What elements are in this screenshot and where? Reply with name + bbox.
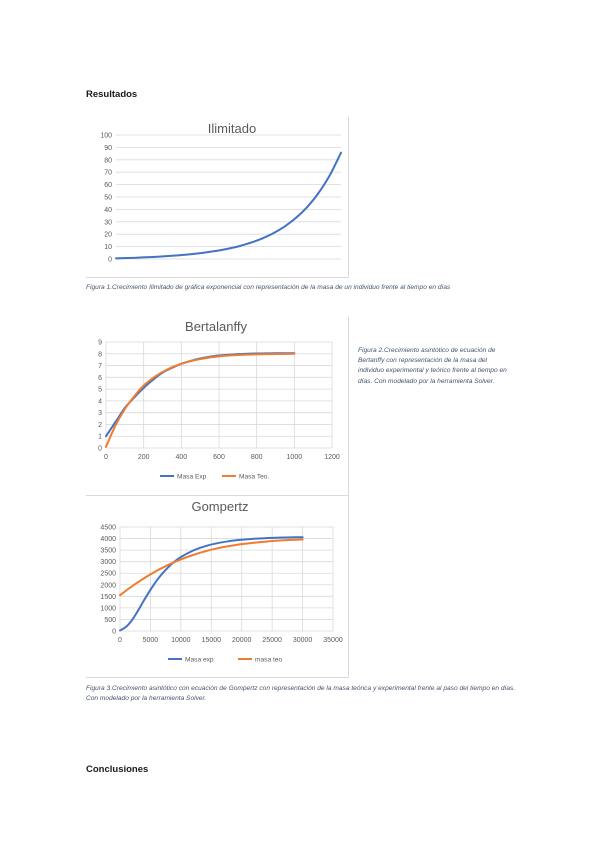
y-tick-label: 0 [108,256,112,264]
y-tick-label: 5 [98,386,102,394]
chart-title: Bertalanffy [185,319,247,334]
x-tick-label: 30000 [292,637,313,644]
y-tick-label: 4000 [100,536,116,544]
y-tick-label: 2500 [100,570,116,578]
x-tick-label: 5000 [142,637,159,644]
y-tick-label: 70 [104,169,112,177]
y-tick-label: 4 [98,398,102,406]
x-tick-label: 35000 [323,637,343,644]
y-tick-label: 0 [98,445,102,453]
x-tick-label: 20000 [231,637,252,644]
y-tick-label: 1500 [100,593,116,601]
series-line-masa-teo- [106,354,294,447]
chart-title: Ilimitado [207,121,257,136]
x-tick-label: 200 [137,454,150,461]
legend-label: masa teo [255,656,283,664]
x-tick-label: 10000 [171,637,191,644]
y-tick-label: 90 [104,144,112,152]
y-tick-label: 50 [104,194,112,202]
y-tick-label: 4500 [100,524,116,532]
x-tick-label: 1200 [324,454,340,461]
figure-1-caption: Figura 1.Crecimiento Ilimitado de gráfica exponencial con representación de la masa de un individuo frente al tiempo en días [86,284,451,291]
y-tick-label: 40 [104,206,112,214]
x-tick-label: 0 [104,454,108,461]
figure-2-caption: Figura 2.Crecimiento asintótico de ecuación de Bertanffy con representación de la masa del individuo experimental y teórico frente al tiempo en días. Con modelado por la herramienta Solver. [358,347,507,385]
y-tick-label: 1 [98,433,102,441]
legend-label: Masa Teo. [239,473,270,481]
y-tick-label: 500 [104,616,116,624]
y-tick-label: 3 [98,410,102,418]
legend-label: Masa Exp [177,473,207,481]
y-tick-label: 3500 [100,547,116,555]
x-tick-label: 0 [118,637,122,644]
series-line-masa [116,153,341,259]
figure-3-caption: Figura 3.Crecimiento asintótico con ecuación de Gompertz con representación de la masa teórica y experimental frente al paso del tiempo en días. Con modelado por la herramienta Solver. [86,685,516,703]
x-tick-label: 15000 [201,637,222,644]
y-tick-label: 80 [104,157,112,165]
legend-label: Masa exp [185,656,214,664]
conclusions-heading: Conclusiones [86,764,149,775]
y-tick-label: 2 [98,421,102,429]
y-tick-label: 60 [104,182,112,190]
y-tick-label: 0 [112,628,116,636]
y-tick-label: 9 [98,339,102,347]
x-tick-label: 800 [250,454,263,461]
y-tick-label: 3000 [100,559,116,567]
x-tick-label: 25000 [262,637,282,644]
y-tick-label: 100 [100,132,112,140]
x-tick-label: 600 [213,454,225,461]
y-tick-label: 2000 [100,582,116,590]
chart-bertalanffy [86,317,348,495]
y-tick-label: 1000 [100,605,116,613]
y-tick-label: 20 [104,231,112,239]
chart-gompertz [86,495,348,677]
chart-title: Gompertz [191,499,249,514]
y-tick-label: 10 [104,244,112,252]
y-tick-label: 7 [98,363,102,371]
results-heading: Resultados [86,89,138,100]
y-tick-label: 8 [98,351,102,359]
x-tick-label: 1000 [286,454,303,461]
chart-ilimitado [86,117,348,277]
y-tick-label: 30 [104,219,112,227]
x-tick-label: 400 [175,454,188,461]
y-tick-label: 6 [98,374,102,382]
